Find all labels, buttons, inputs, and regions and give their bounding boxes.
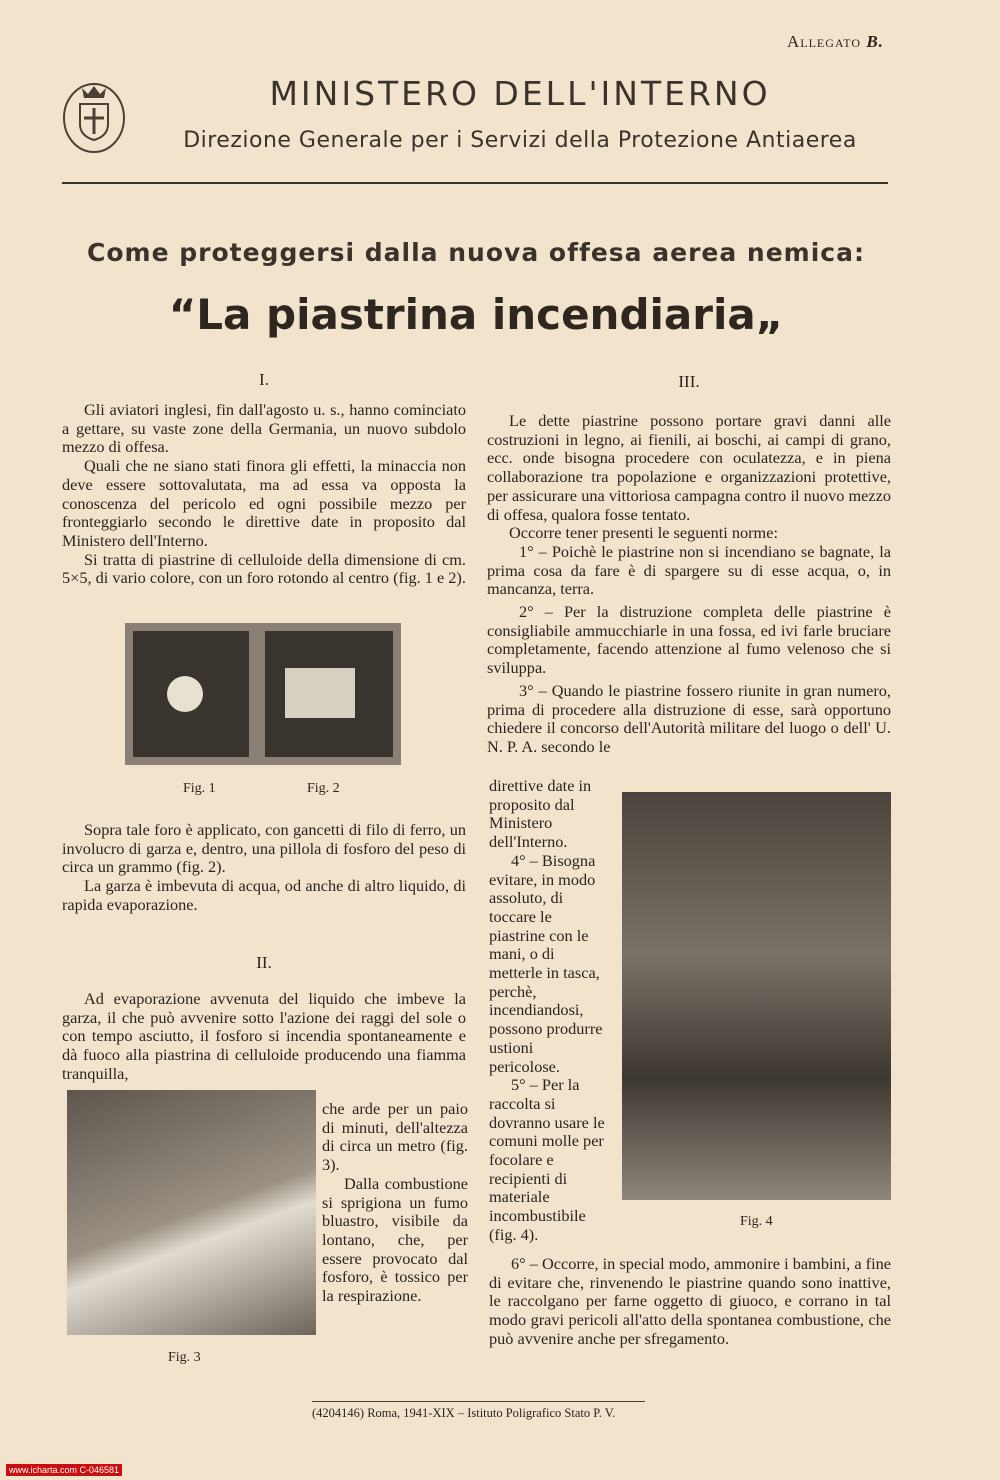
rule-3: 3° – Quando le piastrine fossero riunite in gran numero, prima di procedere alla distruzione di esse, sarà opportuno chiedere il concorso dell'Autorità militare del luogo o dell' U. N. P. A. secondo le: [487, 680, 891, 756]
paragraph: Si tratta di piastrine di celluloide della dimensione di cm. 5×5, di vario colore, con un foro rotondo al centro (fig. 1 e 2).: [62, 549, 466, 588]
paragraph: Gli aviatori inglesi, fin dall'agosto u. s., hanno cominciato a gettare, su vaste zone della Germania, un nuovo subdolo mezzo di offesa.: [62, 400, 466, 457]
section-3-text: [487, 412, 891, 757]
rule-4: 4° – Bisogna evitare, in modo assoluto, di toccare le piastrine con le mani, o di metterle in tasca, perchè, incendiandosi, possono produrre ustioni pericolose.: [489, 850, 603, 1076]
rule-1: 1° – Poichè le piastrine non si incendiano se bagnate, la prima cosa da fare è di spargere su di esse acqua, o, in mancanza, terra.: [487, 541, 891, 599]
figure-3-photo: [67, 1090, 316, 1335]
rule-5: 5° – Per la raccolta si dovranno usare le comuni molle per focolare e recipienti di materiale incombustibile (fig. 4).: [489, 1075, 605, 1244]
section-1-text: [62, 401, 466, 588]
figure-4-caption: Fig. 4: [740, 1214, 773, 1229]
section-2-text-narrow: [322, 1100, 468, 1306]
rule-2: 2° – Per la distruzione completa delle piastrine è consigliabile ammucchiarle in una fossa, ed ivi farle bruciare completamente, facendo attenzione al fumo velenoso che si sviluppa.: [487, 602, 891, 678]
section-heading-1: I.: [259, 370, 269, 389]
direction-subtitle: Direzione Generale per i Servizi della Protezione Antiaerea: [183, 128, 857, 153]
ministry-title: MINISTERO DELL'INTERNO: [269, 74, 771, 113]
figure-1-caption: Fig. 1: [183, 781, 216, 796]
paragraph: La garza è imbevuta di acqua, od anche di altro liquido, di rapida evaporazione.: [62, 876, 466, 914]
rule-6-block: [489, 1255, 891, 1349]
document-title: “La piastrina incendiaria„: [168, 290, 784, 339]
figure-1-2: [125, 623, 401, 765]
coat-of-arms-icon: [60, 74, 128, 156]
paragraph: Ad evaporazione avvenuta del liquido che imbeve la garza, il che può avvenire sotto l'azione dei raggi del sole o con tempo asciutto, il fosforo si incendia spontaneamente e dà fuoco alla piastrina di celluloide producendo una fiamma tranquilla,: [62, 990, 466, 1083]
footer-divider: [312, 1401, 645, 1402]
section-3-text-narrow: [489, 777, 605, 1245]
paragraph: direttive date in proposito dal Ministero dell'Interno.: [489, 776, 592, 852]
headline: Come proteggersi dalla nuova offesa aerea nemica:: [87, 238, 865, 267]
section-heading-2: II.: [256, 953, 272, 972]
paragraph: che arde per un paio di minuti, dell'altezza di circa un metro (fig. 3).: [322, 1099, 468, 1175]
paragraph: Quali che ne siano stati finora gli effetti, la minaccia non deve essere sottovalutata, ma ad essa va opposta la conoscenza del pericolo ed ogni possibile mezzo per fronteggiarlo secondo le direttive date in proposito dal Ministero dell'Interno.: [62, 456, 466, 550]
paragraph: Occorre tener presenti le seguenti norme:: [509, 523, 778, 543]
section-heading-3: III.: [678, 372, 700, 391]
section-1-text-cont: [62, 821, 466, 915]
paragraph: Le dette piastrine possono portare gravi danni alle costruzioni in legno, ai fienili, ai boschi, ai campi di grano, ecc. onde bisogna procedere con oculatezza, e in piena collaborazione tra popolazione e organizzazioni protettive, per assicurare una vittoriosa campagna contro il nuovo mezzo di offesa, qualora fosse tentato.: [487, 411, 891, 524]
figure-2-caption: Fig. 2: [307, 781, 340, 796]
printer-footer: (4204146) Roma, 1941-XIX – Istituto Poligrafico Stato P. V.: [312, 1406, 616, 1420]
rule-6: 6° – Occorre, in special modo, ammonire i bambini, a fine di evitare che, rinvenendo le piastrine quando sono inattive, le raccolgano per farne oggetto di giuoco, e corrano in tal modo gravi pericoli all'atto della spontanea combustione, che può avvenire anche per sfregamento.: [489, 1254, 891, 1348]
figure-3-caption: Fig. 3: [168, 1350, 201, 1365]
figure-4-photo: [622, 792, 891, 1200]
section-2-text: [62, 990, 466, 1084]
allegato-label: Allegato B.: [787, 32, 884, 51]
watermark-label: www.icharta.com C-046581: [6, 1464, 122, 1476]
paragraph: Dalla combustione si sprigiona un fumo bluastro, visibile da lontano, che, per essere provocato dal fosforo, è tossico per la respirazione.: [322, 1173, 468, 1306]
header-divider: [62, 182, 888, 184]
paragraph: Sopra tale foro è applicato, con gancetti di filo di ferro, un involucro di garza e, dentro, una pillola di fosforo del peso di circa un grammo (fig. 2).: [62, 820, 466, 877]
